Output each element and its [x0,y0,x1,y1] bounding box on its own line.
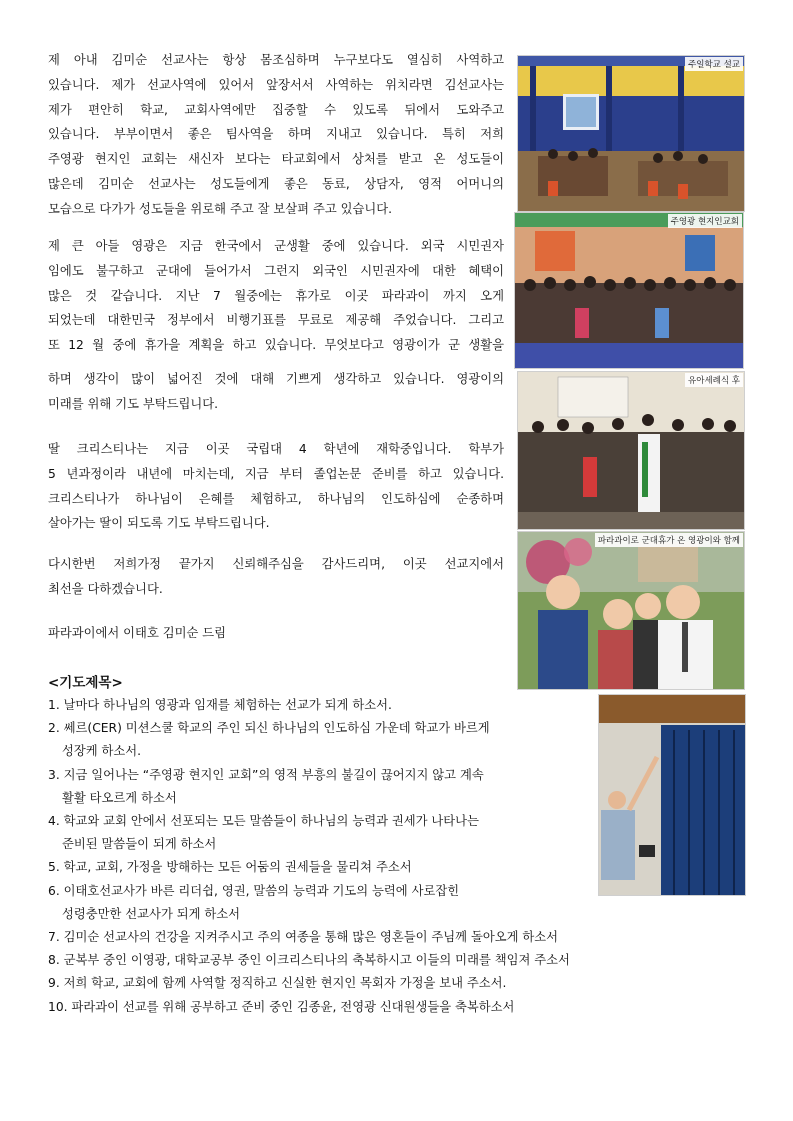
text-line: 제가 편안히 학교, 교회사역에만 집중할 수 있도록 뒤에서 도와주고 [48,102,504,117]
photo-church-group [514,212,744,369]
prayer-item [48,717,668,763]
prayer-item-continuation: 준비된 말씀들이 되게 하소서 [62,837,217,852]
paragraph-son-cont [48,367,504,417]
text-line: 하며 생각이 많이 넓어진 것에 대해 기쁘게 생각하고 있습니다. 영광이의 [48,372,504,386]
photo-baptism [517,371,745,530]
prayer-item-text: 4. 학교와 교회 안에서 선포되는 모든 말씀들이 하나님의 능력과 권세가 나타나는 [48,814,479,829]
signature-line [48,621,504,646]
prayer-item-continuation: 성령충만한 선교사가 되게 하소서 [62,906,241,921]
paragraph-daughter [48,437,504,536]
photo-family [517,531,745,690]
prayer-item [48,810,668,856]
photo-caption: 파라과이로 군대휴가 온 영광이와 함께 [595,533,743,547]
text-line: 다시한번 저희가정 끝가지 신뢰해주심을 감사드리며, 이곳 선교지에서 [48,557,504,571]
prayer-item [48,949,668,972]
prayer-item-text: 7. 김미순 선교사의 건강을 지켜주시고 주의 여종을 통해 많은 영혼들이 주님께 돌아오게 하소서 [48,930,559,945]
text-line: 파라과이에서 이태호 김미순 드림 [48,626,227,640]
text-line: 많은 것 같습니다. 지난 7 월중에는 휴가로 이곳 파라과이 까지 오게 [48,288,504,303]
prayer-item-text: 3. 지금 일어나는 “주영광 현지인 교회”의 영적 부흥의 불길이 끊어지지 않고 계속 [48,767,484,782]
prayer-item [48,926,668,949]
prayer-item-text: 9. 저희 학교, 교회에 함께 사역할 정직하고 신실한 현지인 목회자 가정을 보내 주소서. [48,976,507,991]
photo-caption: 주일학교 설교 [685,57,743,71]
prayer-list [48,694,668,1019]
family-photo-icon [518,532,744,689]
text-line: 되었는데 대한민국 정부에서 비행기표를 무료로 제공해 주었습니다. 그리고 [48,313,504,328]
prayer-item [48,764,668,810]
text-line: 최선을 다하겠습니다. [48,581,163,596]
text-line: 살아가는 딸이 되도록 기도 부탁드립니다. [48,516,270,531]
text-line: 크리스티나가 하나님이 은혜를 체험하고, 하나님의 인도하심에 순종하며 [48,491,504,506]
text-line: 제 큰 아들 영광은 지금 한국에서 군생활 중에 있습니다. 외국 시민권자 [48,239,504,253]
paragraph-wife [48,48,504,222]
photo-caption: 주영광 현지인교회 [668,214,742,228]
text-line: 딸 크리스티나는 지금 이곳 국립대 4 학년에 재학중입니다. 학부가 [48,442,504,456]
text-line: 미래를 위해 기도 부탁드립니다. [48,396,219,411]
text-line: 모습으로 다가가 성도들을 위로해 주고 잘 보살펴 주고 있습니다. [48,201,393,216]
prayer-item-continuation: 활활 타오르게 하소서 [62,790,177,805]
prayer-item [48,694,668,717]
prayer-item-text: 8. 군복부 중인 이영광, 대학교공부 중인 이크리스티나의 축복하시고 이들의 미래를 책임져 주소서 [48,953,570,968]
classroom-photo-icon [518,56,744,211]
prayer-item-text: 6. 이태호선교사가 바른 리더쉽, 영권, 말씀의 능력과 기도의 능력에 사로잡힌 [48,883,460,898]
text-line: 5 년과정이라 내년에 마치는데, 지금 부터 졸업논문 준비를 하고 있습니다. [48,466,504,481]
prayer-item [48,972,668,995]
prayer-item [48,996,668,1019]
text-line: 제 아내 김미순 선교사는 항상 몸조심하며 누구보다도 열심히 사역하고 [48,53,504,67]
prayer-item-text: 10. 파라과이 선교를 위해 공부하고 준비 중인 김종윤, 전영광 신대원생들을 축복하소서 [48,999,515,1014]
prayer-item-text: 2. 쎄르(CER) 미션스쿨 학교의 주인 되신 하나님의 인도하심 가운데 학교가 바르게 [48,721,490,736]
prayer-title: <기도제목> [48,675,123,691]
prayer-item-text: 1. 날마다 하나님의 영광과 임재를 체험하는 선교가 되게 하소서. [48,698,392,712]
text-line: 많은데 김미순 선교사는 성도들에게 좋은 동료, 상담자, 영적 어머니의 [48,176,504,191]
photo-caption: 유아세례식 후 [685,373,743,387]
group-photo-icon [515,213,743,368]
text-line: 주영광 현지인 교회는 새신자 보다는 타교회에서 상처를 받고 온 성도들이 [48,152,504,167]
prayer-item [48,856,668,879]
baptism-photo-icon [518,372,744,529]
prayer-item-text: 5. 학교, 교회, 가정을 방해하는 모든 어둠의 권세들을 물리쳐 주소서 [48,860,412,875]
prayer-item-continuation: 성장케 하소서. [62,744,142,759]
text-line: 있습니다. 부부이면서 좋은 팀사역을 하며 지내고 있습니다. 특히 저희 [48,127,504,142]
text-line: 또 12 월 중에 휴가을 계획을 하고 있습니다. 무엇보다고 영광이가 군 생활을 [48,338,504,353]
paragraph-son [48,234,504,358]
text-line: 임에도 불구하고 군대에 들어가서 그런지 외국인 시민권자에 대한 혜택이 [48,263,504,278]
photo-sunday-school [517,55,745,212]
prayer-item [48,880,668,926]
paragraph-thanks [48,552,504,602]
text-line: 있습니다. 제가 선교사역에 있어서 앞장서서 사역하는 위치라면 김선교사는 [48,77,504,92]
